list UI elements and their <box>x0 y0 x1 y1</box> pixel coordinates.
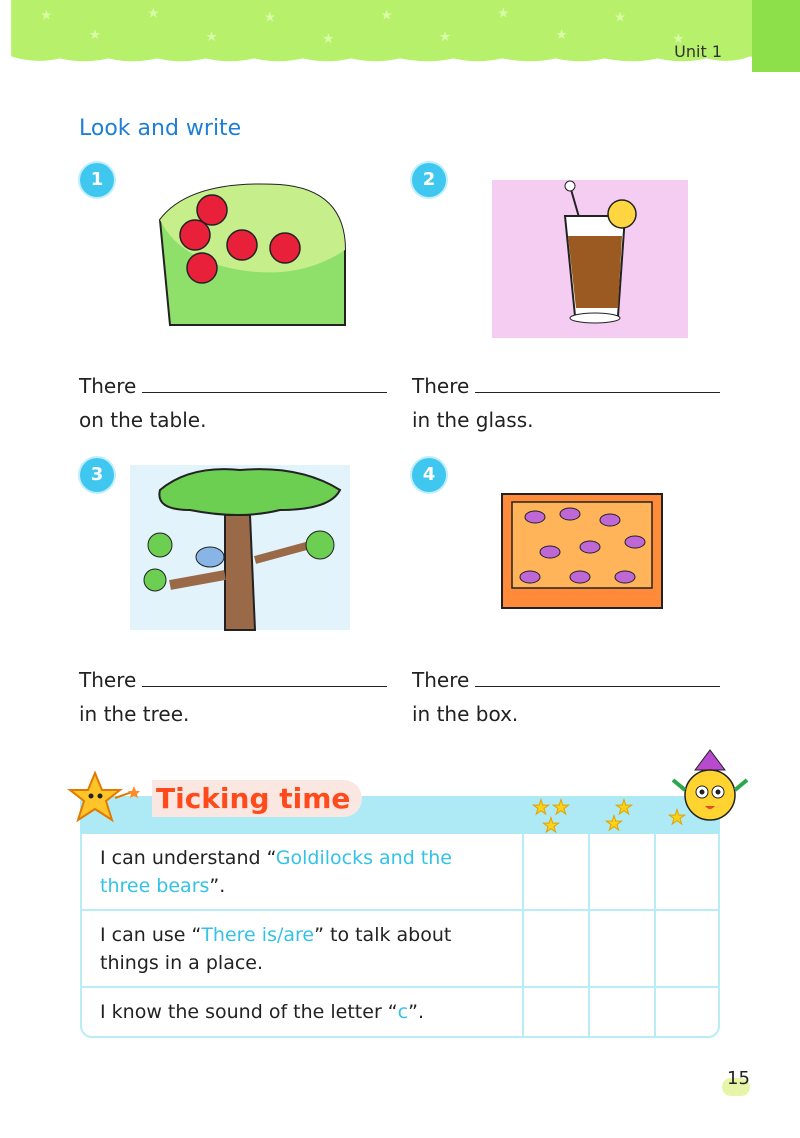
svg-text:★: ★ <box>263 9 277 26</box>
rating-stars-icon <box>530 794 686 837</box>
answer-blank-4[interactable] <box>475 668 720 687</box>
svg-text:★: ★ <box>205 28 218 45</box>
juice-glass-illustration <box>490 178 690 340</box>
side-tab <box>752 0 800 72</box>
ticking-row-text: I can use “There is/are” to talk about things in a place. <box>100 924 452 974</box>
sentence-end-3: in the tree. <box>79 702 190 726</box>
svg-text:★: ★ <box>613 9 627 26</box>
ticking-row <box>82 909 718 988</box>
exercise-number-1: 1 <box>80 163 114 197</box>
svg-text:★: ★ <box>147 5 160 22</box>
sentence-start-4: There <box>412 668 720 692</box>
exercise-number-2: 2 <box>412 163 446 197</box>
ticking-title: Ticking time <box>152 780 362 817</box>
sentence-start-2: There <box>412 374 720 398</box>
ticking-row <box>82 834 718 909</box>
answer-blank-1[interactable] <box>142 374 387 393</box>
owl-mascot-icon <box>665 750 755 840</box>
svg-text:★: ★ <box>552 795 570 819</box>
svg-text:★: ★ <box>380 7 393 24</box>
ticking-table <box>80 834 720 1038</box>
ticking-row-text: I can understand “Goldilocks and the three bears”. <box>100 847 452 897</box>
sentence-end-4: in the box. <box>412 702 519 726</box>
ticking-row <box>82 986 718 1038</box>
unit-label: Unit 1 <box>674 42 722 61</box>
svg-text:★: ★ <box>40 7 53 24</box>
sweets-in-box-illustration <box>500 492 665 612</box>
bird-in-tree-illustration <box>130 465 350 630</box>
svg-text:★: ★ <box>605 811 623 835</box>
star-mascot-icon <box>70 768 140 828</box>
sentence-end-2: in the glass. <box>412 408 534 432</box>
svg-text:★: ★ <box>322 30 335 47</box>
svg-text:★: ★ <box>668 805 686 829</box>
sentence-start-1: There <box>79 374 387 398</box>
svg-text:★: ★ <box>532 795 550 819</box>
svg-text:★: ★ <box>672 30 685 47</box>
sentence-start-3: There <box>79 668 387 692</box>
section-title: Look and write <box>79 116 242 141</box>
page-number: 15 <box>727 1068 750 1089</box>
svg-text:★: ★ <box>497 5 510 22</box>
svg-text:★: ★ <box>88 26 102 43</box>
answer-blank-2[interactable] <box>475 374 720 393</box>
answer-blank-3[interactable] <box>142 668 387 687</box>
svg-text:★: ★ <box>438 28 452 45</box>
ticking-time-panel <box>80 780 720 1040</box>
exercise-number-4: 4 <box>412 458 446 492</box>
apples-on-table-illustration <box>150 180 350 330</box>
sentence-end-1: on the table. <box>79 408 207 432</box>
svg-text:★: ★ <box>542 813 560 837</box>
exercise-number-3: 3 <box>80 458 114 492</box>
svg-text:★: ★ <box>555 26 568 43</box>
svg-text:★: ★ <box>615 795 633 819</box>
ticking-row-text: I know the sound of the letter “c”. <box>100 1001 424 1023</box>
